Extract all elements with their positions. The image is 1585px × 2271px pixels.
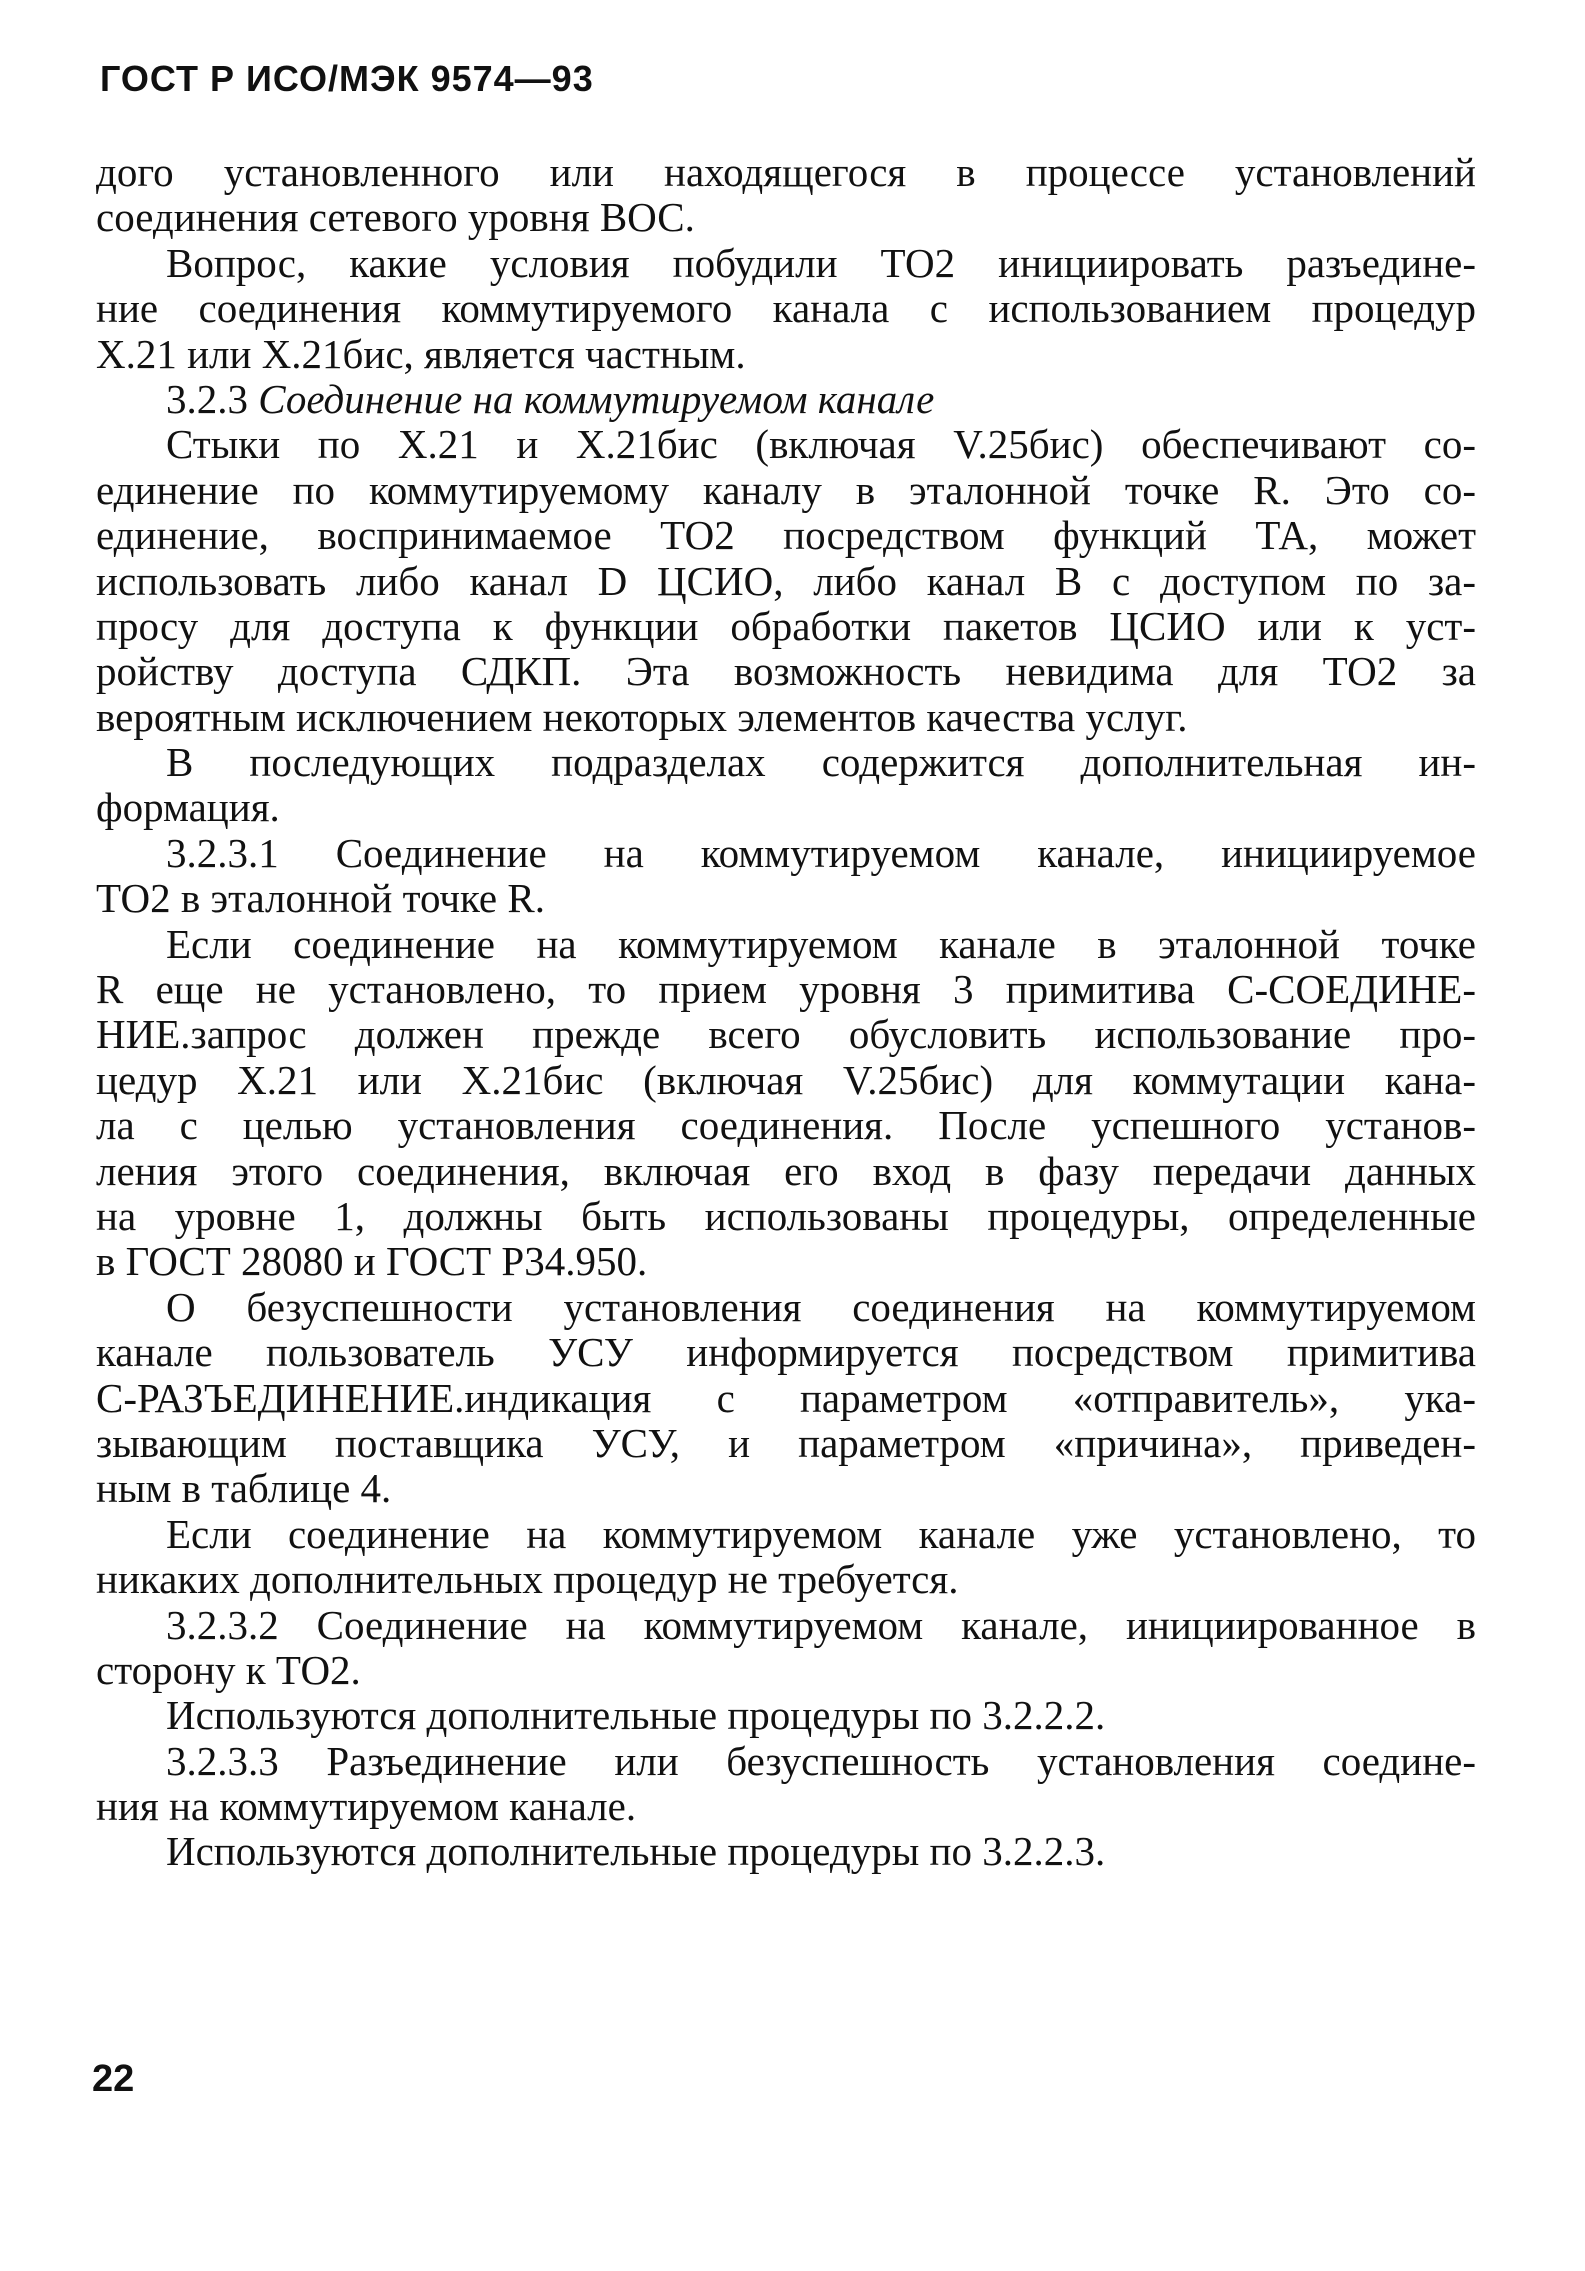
text-line: Вопрос, какие условия побудили ТО2 инициировать разъедине- <box>166 239 1476 286</box>
text-line: ТО2 в эталонной точке R. <box>96 875 545 922</box>
section-number: 3.2.3 <box>166 375 248 422</box>
text-line: Стыки по X.21 и X.21бис (включая V.25бис) обеспечивают со- <box>166 421 1476 468</box>
text-line: использовать либо канал D ЦСИО, либо канал B с доступом по за- <box>96 557 1476 604</box>
paragraph <box>96 1285 1476 1512</box>
text-line: ным в таблице 4. <box>96 1465 392 1512</box>
paragraph <box>96 241 1476 377</box>
text-line: R еще не установлено, то прием уровня 3 примитива С-СОЕДИНЕ- <box>96 966 1476 1013</box>
text-line: Используются дополнительные процедуры по 3.2.2.2. <box>166 1692 1106 1739</box>
text-line: никаких дополнительных процедур не требуется. <box>96 1556 959 1603</box>
subsection-heading <box>96 1603 1476 1694</box>
text-line: вероятным исключением некоторых элементов качества услуг. <box>96 693 1188 740</box>
text-line: просу для доступа к функции обработки пакетов ЦСИО или к уст- <box>96 602 1476 649</box>
text-line: ние соединения коммутируемого канала с использованием процедур <box>96 285 1476 332</box>
text-line: ройству доступа СДКП. Эта возможность невидима для ТО2 за <box>96 648 1476 695</box>
running-header: ГОСТ Р ИСО/МЭК 9574—93 <box>100 58 594 99</box>
text-line: ния на коммутируемом канале. <box>96 1783 637 1830</box>
text-line: 3.2.3.1 Соединение на коммутируемом канале, инициируемое <box>166 829 1476 876</box>
paragraph <box>96 1512 1476 1603</box>
text-line: ления этого соединения, включая его вход в фазу передачи данных <box>96 1147 1476 1194</box>
text-line: О безуспешности установления соединения на коммутируемом <box>166 1283 1476 1330</box>
subsection-heading <box>96 831 1476 922</box>
text-line: канале пользователь УСУ информируется посредством примитива <box>96 1329 1476 1376</box>
text-line: Если соединение на коммутируемом канале в эталонной точке <box>166 920 1476 967</box>
text-line: Если соединение на коммутируемом канале уже установлено, то <box>166 1510 1476 1557</box>
text-line: С-РАЗЪЕДИНЕНИЕ.индикация с параметром «отправитель», ука- <box>96 1374 1476 1421</box>
text-line: единение по коммутируемому каналу в эталонной точке R. Это со- <box>96 466 1476 513</box>
text-line: дого установленного или находящегося в процессе установлений <box>96 149 1476 195</box>
text-line: в ГОСТ 28080 и ГОСТ Р34.950. <box>96 1238 648 1285</box>
text-line: 3.2.3.3 Разъединение или безуспешность установления соедине- <box>166 1737 1476 1784</box>
paragraph <box>96 422 1476 740</box>
text-line: соединения сетевого уровня ВОС. <box>96 194 695 241</box>
text-line: зывающим поставщика УСУ, и параметром «причина», приведен- <box>96 1419 1476 1466</box>
paragraph <box>96 740 1476 831</box>
text-line: 3.2.3.2 Соединение на коммутируемом канале, инициированное в <box>166 1601 1476 1648</box>
paragraph <box>96 922 1476 1285</box>
paragraph <box>96 1693 1476 1738</box>
section-heading <box>96 377 1476 422</box>
text-line: В последующих подразделах содержится дополнительная ин- <box>166 739 1476 786</box>
text-line: на уровне 1, должны быть использованы процедуры, определенные <box>96 1192 1476 1239</box>
section-title: Соединение на коммутируемом канале <box>258 375 935 422</box>
text-line: единение, воспринимаемое ТО2 посредством функций ТА, может <box>96 512 1476 559</box>
page-number: 22 <box>92 2058 135 2100</box>
text-line: ла с целью установления соединения. После успешного установ- <box>96 1102 1476 1149</box>
text-line: Используются дополнительные процедуры по 3.2.2.3. <box>166 1828 1106 1875</box>
subsection-heading <box>96 1739 1476 1830</box>
text-line: формация. <box>96 784 280 831</box>
text-line: сторону к ТО2. <box>96 1646 361 1693</box>
body-text <box>96 150 1476 1875</box>
text-line: НИЕ.запрос должен прежде всего обусловить использование про- <box>96 1011 1476 1058</box>
paragraph <box>96 150 1476 241</box>
text-line: X.21 или X.21бис, является частным. <box>96 330 746 377</box>
text-line: цедур X.21 или X.21бис (включая V.25бис) для коммутации кана- <box>96 1056 1476 1103</box>
paragraph <box>96 1829 1476 1874</box>
